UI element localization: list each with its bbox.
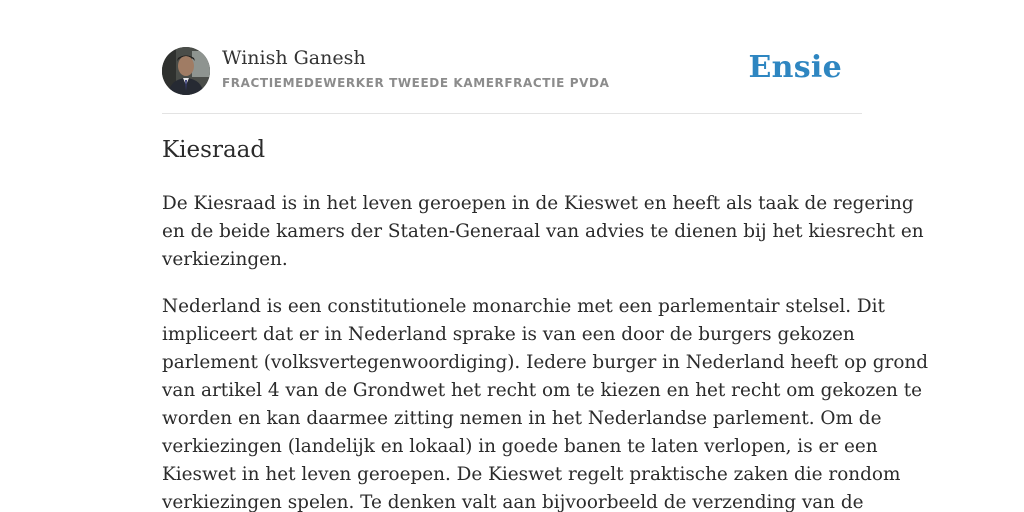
header-divider: [162, 113, 862, 114]
author-role: FRACTIEMEDEWERKER TWEEDE KAMERFRACTIE PVDA: [222, 76, 610, 90]
text-line: De Kiesraad is in het leven geroepen in de Kieswet en heeft als taak de regering: [162, 193, 914, 214]
text-line: impliceert dat er in Nederland sprake is van een door de burgers gekozen: [162, 324, 855, 345]
article-header: [162, 46, 862, 96]
text-line: Kieswet in het leven geroepen. De Kieswet regelt praktische zaken die rondom: [162, 464, 901, 485]
author-avatar[interactable]: [162, 47, 210, 95]
author-name[interactable]: Winish Ganesh: [222, 47, 366, 69]
text-line: verkiezingen spelen. Te denken valt aan bijvoorbeeld de verzending van de: [162, 492, 864, 512]
avatar-photo-icon: [162, 47, 210, 95]
article-title: Kiesraad: [162, 137, 266, 163]
text-line: en de beide kamers der Staten-Generaal van advies te dienen bij het kiesrecht en: [162, 221, 924, 242]
text-line: worden en kan daarmee zitting nemen in het Nederlandse parlement. Om de: [162, 408, 882, 429]
ensie-logo[interactable]: Ensie: [748, 50, 842, 85]
paragraph: [162, 293, 929, 512]
text-line: verkiezingen.: [162, 249, 288, 270]
text-line: parlement (volksvertegenwoordiging). Iedere burger in Nederland heeft op grond: [162, 352, 929, 373]
text-line: Nederland is een constitutionele monarchie met een parlementair stelsel. Dit: [162, 296, 885, 317]
text-line: verkiezingen (landelijk en lokaal) in goede banen te laten verlopen, is er een: [162, 436, 878, 457]
paragraph: [162, 190, 924, 274]
text-line: van artikel 4 van de Grondwet het recht om te kiezen en het recht om gekozen te: [162, 380, 922, 401]
article-body: [162, 190, 929, 512]
